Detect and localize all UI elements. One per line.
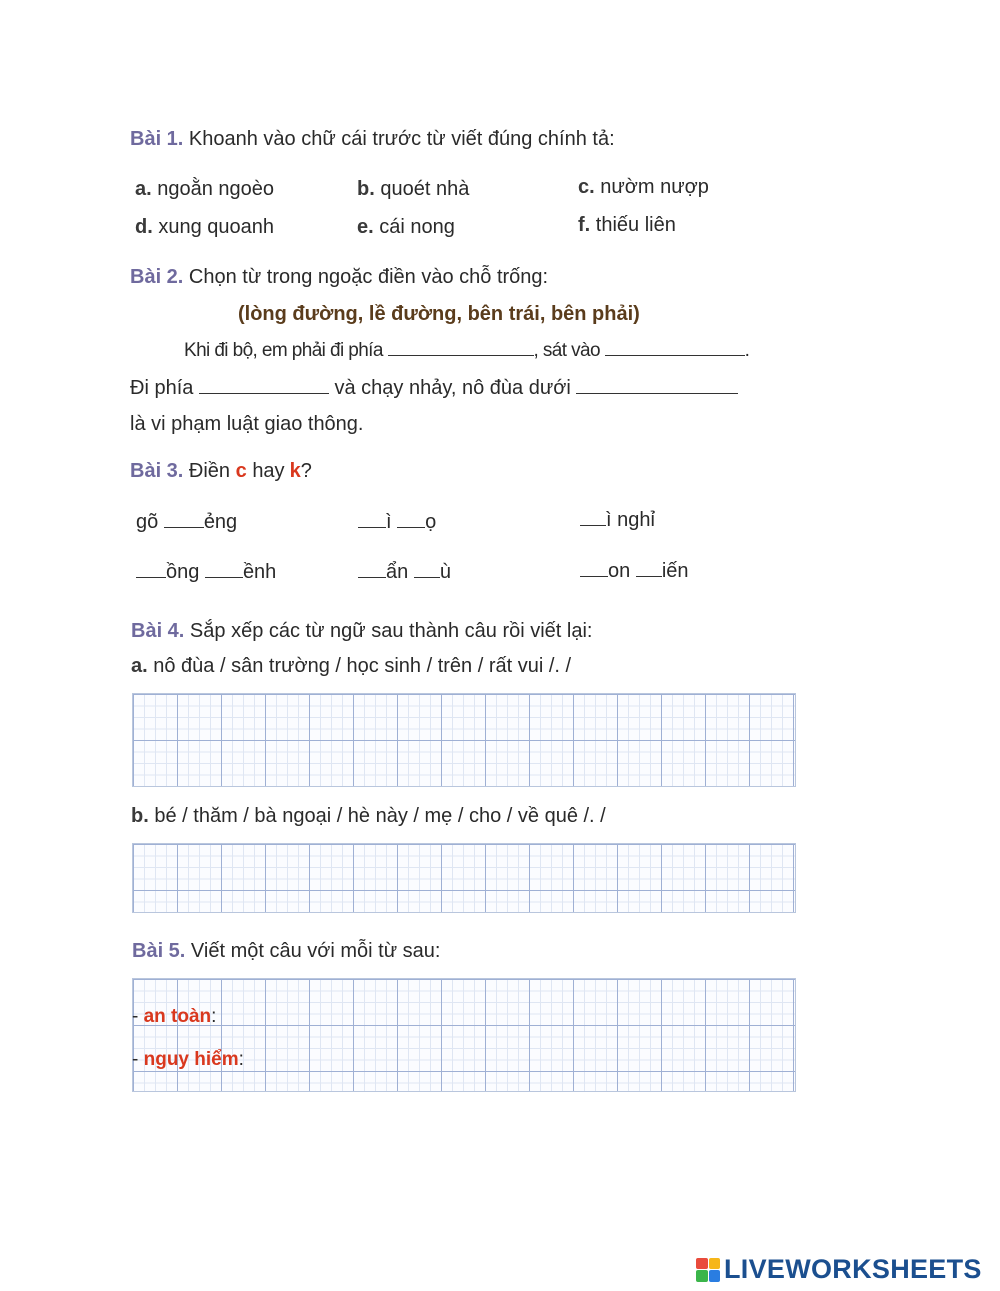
blank-input[interactable]: [388, 354, 534, 356]
option-a[interactable]: [135, 178, 274, 201]
instruction-text: hay: [252, 460, 285, 482]
option-c[interactable]: [578, 176, 709, 199]
logo-square: [696, 1258, 708, 1270]
option-letter: d.: [135, 216, 153, 238]
fill-text: iến: [661, 560, 689, 582]
word-bank: (lòng đường, lề đường, bên trái, bên phải): [238, 303, 640, 325]
option-f[interactable]: [578, 214, 676, 237]
blank-input[interactable]: [199, 392, 329, 394]
target-word: nguy hiểm: [143, 1049, 239, 1070]
exercise-4b-words: [131, 805, 606, 828]
blank-input[interactable]: [205, 576, 243, 578]
sentence-text: .: [744, 340, 750, 361]
fill-text: ẩn: [386, 561, 409, 583]
exercise-2-label: Bài 2.: [130, 266, 184, 288]
option-text: thiếu liên: [595, 214, 676, 236]
option-text: ngoằn ngoèo: [157, 178, 275, 200]
blank-input[interactable]: [358, 526, 386, 528]
colon: :: [238, 1049, 244, 1070]
exercise-2-instruction: Chọn từ trong ngoặc điền vào chỗ trống:: [188, 266, 549, 288]
target-word: an toàn: [143, 1006, 212, 1027]
fill-item: [580, 509, 655, 532]
dash: -: [132, 1006, 144, 1027]
fill-item: [136, 561, 276, 584]
exercise-2-line-1: [184, 340, 749, 362]
blank-input[interactable]: [397, 526, 425, 528]
fill-item: [580, 560, 689, 583]
exercise-2-line-3: là vi phạm luật giao thông.: [130, 413, 364, 435]
fill-text: ì: [386, 511, 392, 533]
option-text: xung quoanh: [158, 216, 275, 238]
fill-text: gõ: [136, 511, 159, 533]
item-letter: b.: [131, 805, 149, 827]
blank-input[interactable]: [580, 524, 606, 526]
option-text: nườm nượp: [600, 176, 709, 198]
logo-square: [696, 1270, 708, 1282]
exercise-5-heading: [132, 940, 440, 963]
exercise-1-instruction: Khoanh vào chữ cái trước từ viết đúng chính tả:: [188, 128, 615, 150]
exercise-2-heading: [130, 266, 548, 289]
exercise-4-label: Bài 4.: [131, 620, 185, 642]
sentence-text: Đi phía: [130, 377, 194, 399]
option-text: cái nong: [379, 216, 455, 238]
fill-text: on: [608, 560, 631, 582]
exercise-5-instruction: Viết một câu với mỗi từ sau:: [190, 940, 441, 962]
option-letter: c.: [578, 176, 595, 198]
exercise-3-heading: [130, 460, 312, 483]
exercise-4-heading: [131, 620, 592, 643]
fill-text: ềnh: [242, 561, 277, 583]
writing-grid-b[interactable]: [132, 843, 796, 913]
fill-text: ù: [439, 561, 451, 583]
exercise-1-label: Bài 1.: [130, 128, 184, 150]
option-text: quoét nhà: [380, 178, 470, 200]
exercise-4-instruction: Sắp xếp các từ ngữ sau thành câu rồi viết lại:: [189, 620, 593, 642]
option-letter: b.: [357, 178, 375, 200]
logo-square: [709, 1258, 721, 1270]
fill-item: [136, 511, 237, 534]
option-d[interactable]: [135, 216, 274, 239]
logo-square: [709, 1270, 721, 1282]
letter-k: k: [289, 460, 301, 482]
word-list: bé / thăm / bà ngoại / hè này / mẹ / cho / về quê /. /: [154, 805, 606, 827]
fill-text: ì nghỉ: [606, 509, 655, 531]
exercise-1-heading: [130, 128, 615, 151]
fill-text: ồng: [166, 561, 200, 583]
word-nguy-hiem: [132, 1049, 244, 1071]
option-letter: a.: [135, 178, 152, 200]
dash: -: [132, 1049, 144, 1070]
fill-text: ẻng: [203, 511, 238, 533]
colon: :: [211, 1006, 217, 1027]
fill-item: [358, 561, 451, 584]
word-an-toan: [132, 1006, 216, 1028]
logo-icon: [696, 1258, 720, 1282]
sentence-text: , sát vào: [533, 340, 600, 361]
blank-input[interactable]: [636, 575, 662, 577]
logo-text: LIVEWORKSHEETS: [724, 1254, 982, 1284]
sentence-text: và chạy nhảy, nô đùa dưới: [334, 377, 571, 399]
writing-grid-a[interactable]: [132, 693, 796, 787]
fill-item: [358, 511, 436, 534]
item-letter: a.: [131, 655, 148, 677]
exercise-3-label: Bài 3.: [130, 460, 184, 482]
writing-grid-5[interactable]: [132, 978, 796, 1092]
exercise-5-label: Bài 5.: [132, 940, 186, 962]
blank-input[interactable]: [580, 575, 608, 577]
blank-input[interactable]: [605, 354, 745, 356]
blank-input[interactable]: [136, 576, 166, 578]
letter-c: c: [235, 460, 247, 482]
fill-text: ọ: [425, 511, 437, 533]
word-list: nô đùa / sân trường / học sinh / trên / rất vui /. /: [153, 655, 572, 677]
blank-input[interactable]: [576, 392, 738, 394]
blank-input[interactable]: [164, 526, 204, 528]
liveworksheets-logo[interactable]: [696, 1254, 982, 1285]
option-letter: e.: [357, 216, 374, 238]
blank-input[interactable]: [358, 576, 386, 578]
exercise-4a-words: [131, 655, 571, 678]
exercise-2-line-2: [130, 377, 738, 400]
option-e[interactable]: [357, 216, 455, 239]
option-b[interactable]: [357, 178, 469, 201]
blank-input[interactable]: [414, 576, 440, 578]
instruction-text: ?: [300, 460, 312, 482]
sentence-text: Khi đi bộ, em phải đi phía: [184, 340, 383, 361]
option-letter: f.: [578, 214, 591, 236]
instruction-text: Điền: [188, 460, 231, 482]
